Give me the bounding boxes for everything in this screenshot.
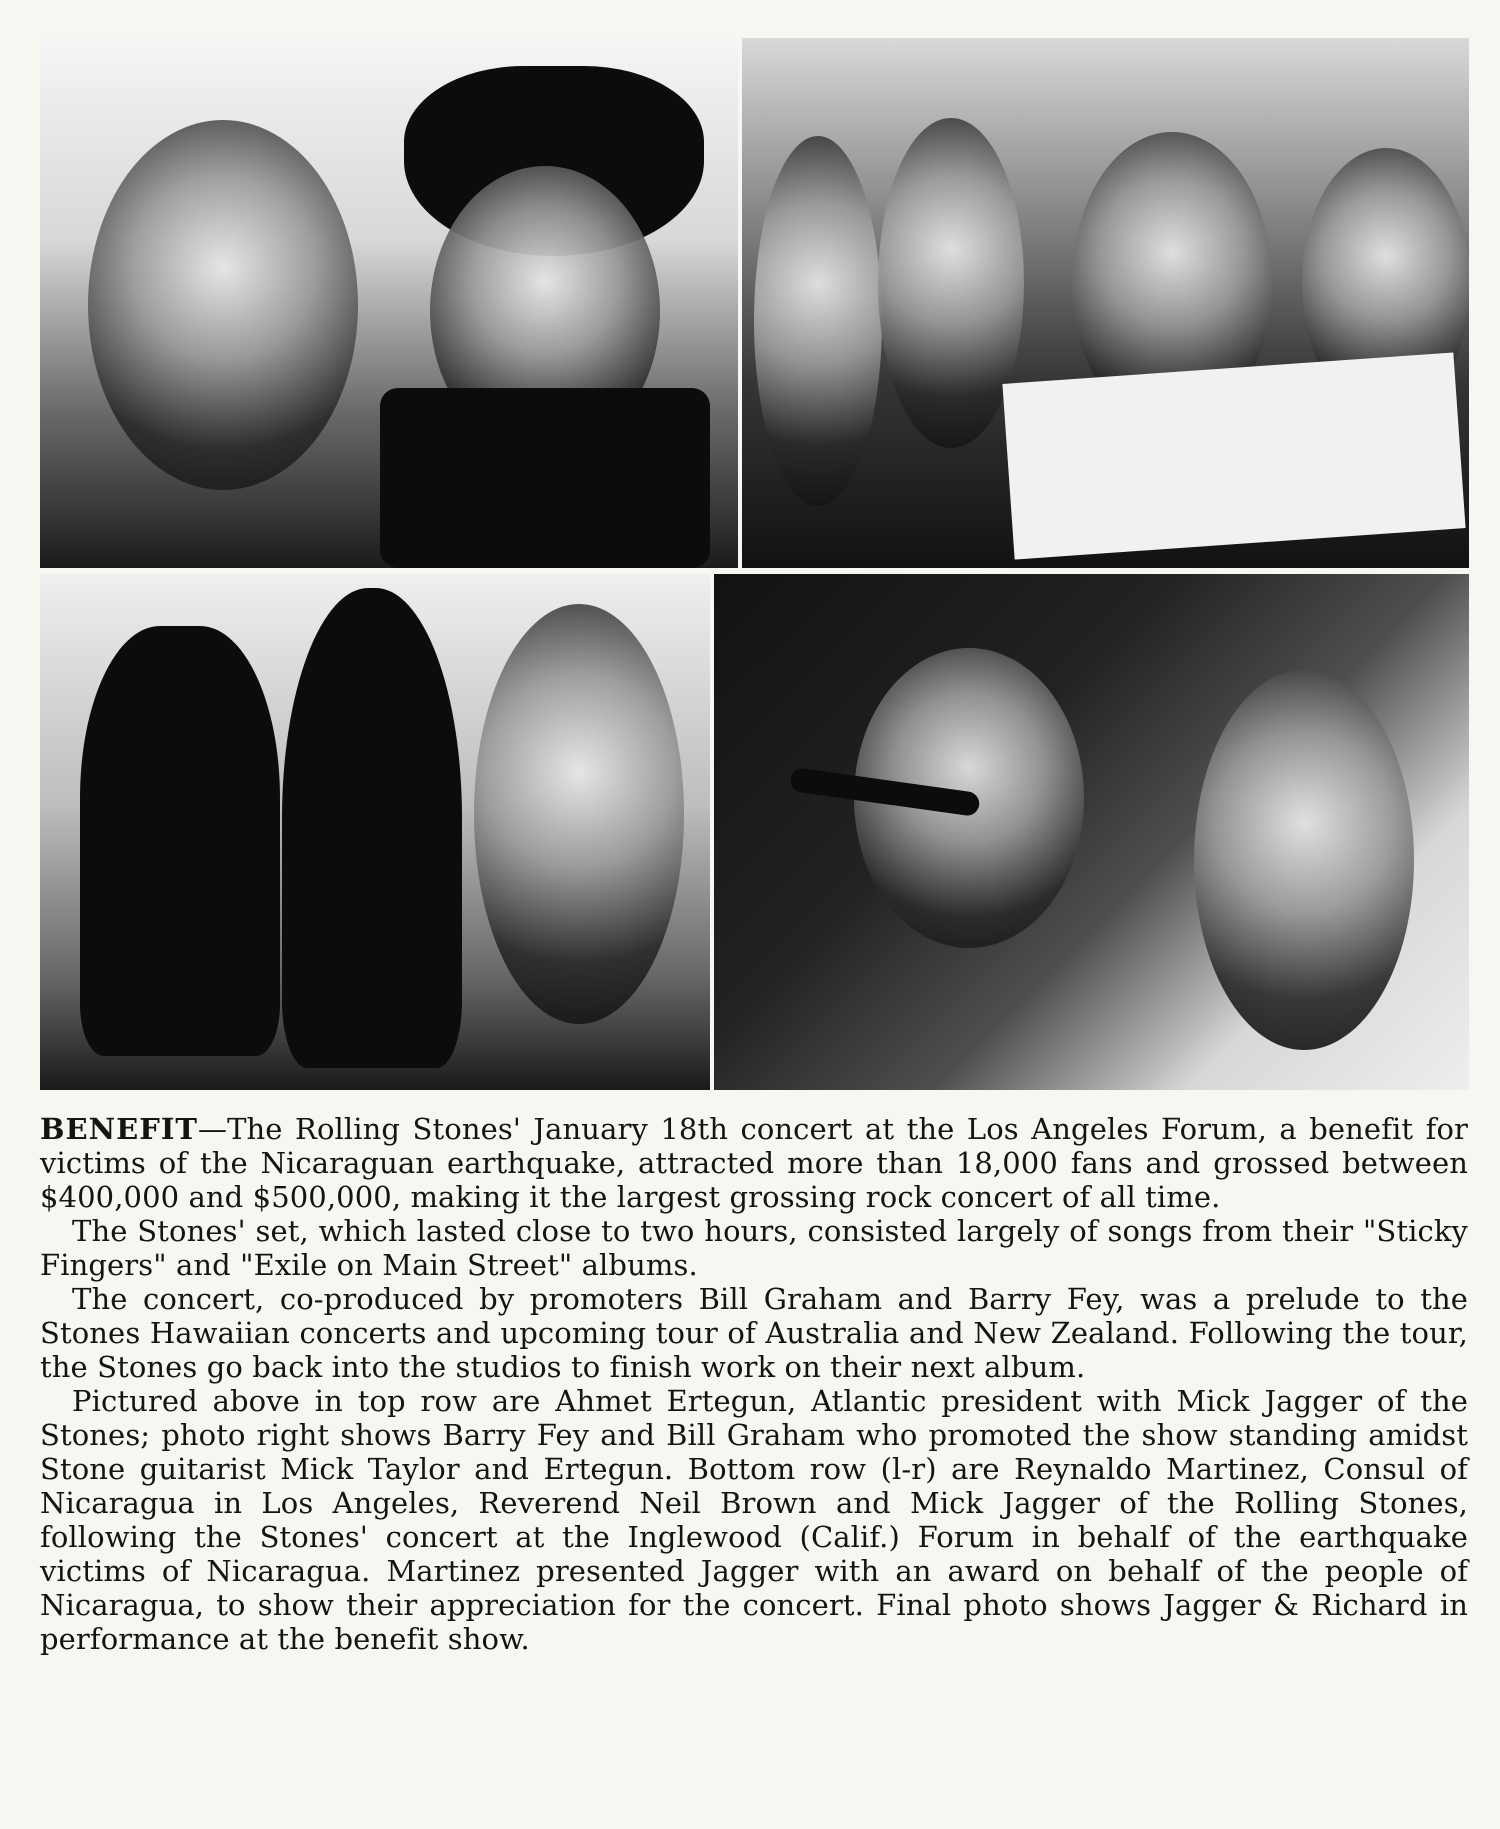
photo-bottom-left-person-three [474,604,684,1024]
article-caption [40,1112,1468,1656]
caption-paragraph-4: Pictured above in top row are Ahmet Ertegun, Atlantic president with Mick Jagger of the Stones; photo right shows Barry Fey and Bill Graham who promoted the show standing amidst Stone guitarist Mick Taylor and Ertegun. Bottom row (l-r) are Reynaldo Martinez, Consul of Nicaragua in Los Angeles, Reverend Neil Brown and Mick Jagger of the Rolling Stones, following the Stones' concert at the Inglewood (Calif.) Forum in behalf of the earthquake victims of Nicaragua. Martinez presented Jagger with an award on behalf of the people of Nicaragua, to show their appreciation for the concert. Final photo shows Jagger & Richard in performance at the benefit show. [40,1384,1468,1656]
photo-top-right [742,38,1469,568]
caption-paragraph-3: The concert, co-produced by promoters Bill Graham and Barry Fey, was a prelude to the Stones Hawaiian concerts and upcoming tour of Australia and New Zealand. Following the tour, the Stones go back into the studios to finish work on their next album. [40,1282,1468,1384]
photo-bottom-left-person-two [282,588,462,1068]
caption-heading: BENEFIT [40,1112,198,1146]
photo-top-right-person-two [878,118,1024,448]
photo-top-right-person-one [754,136,882,506]
photo-bottom-right-performer-two [1194,670,1414,1050]
caption-paragraph-2: The Stones' set, which lasted close to two hours, consisted largely of songs from their "Sticky Fingers" and "Exile on Main Street" albums. [40,1214,1468,1282]
photo-top-left-person-one [88,120,358,490]
caption-paragraph-1-text: —The Rolling Stones' January 18th concert at the Los Angeles Forum, a benefit for victims of the Nicaraguan earthquake, attracted more than 18,000 fans and grossed between $400,000 and $500,000, making it the largest grossing rock concert of all time. [40,1112,1468,1214]
photo-top-left-jacket [380,388,710,568]
photo-top-right-document [1002,352,1465,559]
photo-top-left [40,38,738,568]
photo-bottom-left-person-one [80,626,280,1056]
caption-paragraph-1 [40,1112,1468,1214]
photo-bottom-left [40,574,710,1090]
photo-bottom-right [714,574,1469,1090]
